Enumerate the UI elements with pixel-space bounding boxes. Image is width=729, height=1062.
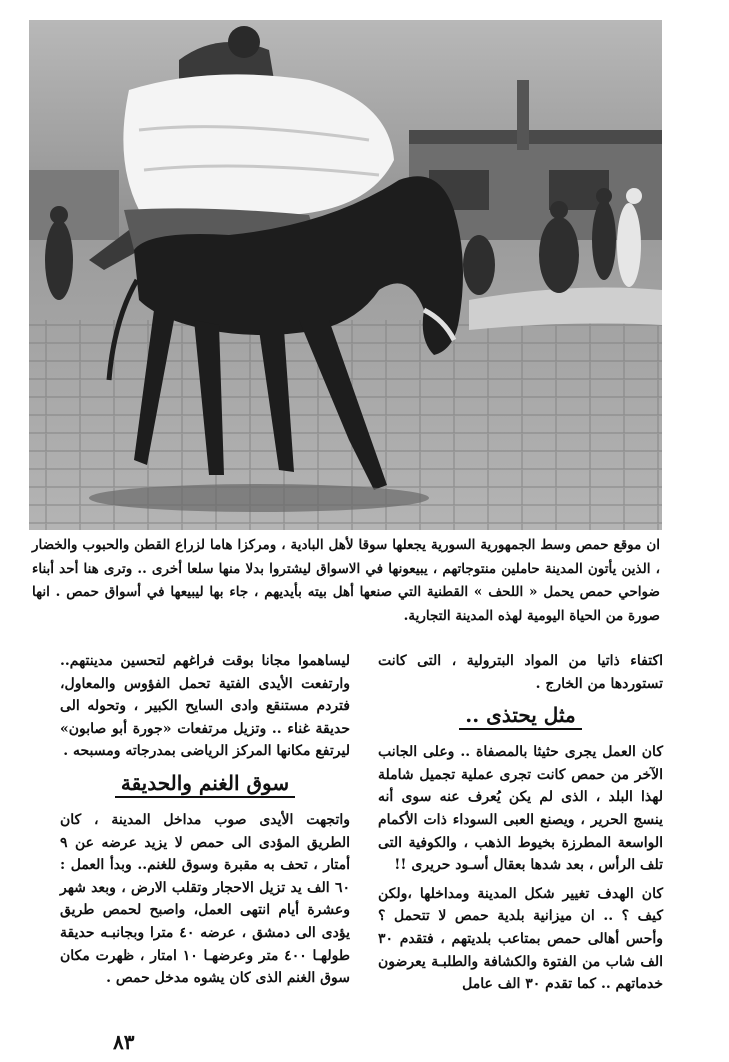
right-column: [378, 650, 663, 1002]
section-heading-sheep-market: [60, 769, 350, 797]
left-column-intro: ليساهموا مجانا بوقت فراغهم لتحسين مدينتهم.. وارتفعت الأيدى الفتية تحمل الفؤوس والمعاول، فتردم مستنقع وادى السايح الكبير ، وتحوله الى حديقة غناء .. وتزيل مرتفعات «جورة أبو صابون» ليرتفع مكانها المركز الرياضى بمدرجاته ومسبحه .: [60, 653, 350, 760]
section-heading-sheep-market-text: سوق الغنم والحديقة: [115, 771, 295, 798]
paragraph: كان الهدف تغيير شكل المدينة ومداخلها ،ولكن كيف ؟ .. ان ميزانية بلدية حمص لا تتحمل ؟ وأحس أهالى حمص بمتاعب بلديتهم ، فتقدم ٣٠ الف شاب من الفتوة والكشافة والطلبـة يعرضون خدماتهم .. كما تقدم ٣٠ الف عامل: [378, 885, 663, 993]
page-number: ٨٣: [113, 1030, 135, 1054]
section-heading-model: [378, 701, 663, 729]
paragraph: واتجهت الأيدى صوب مداخل المدينة ، كان الطريق المؤدى الى حمص لا يزيد عرضه عن ٩ أمتار ، تحف به مقبرة وسوق للغنم.. وبدأ العمل : ٦٠ الف يد تزيل الاحجار وتقلب الارض ، وبعد شهر وعشرة أيام انتهى العمل، واصبح لحمص طريق يؤدى الى دمشق ، عرضه ٤٠ مترا وبجانبـه حديقة طولهـا ٤٠٠ متر وعرضهـا ١٠ امتار ، ظهرت مكان سوق الغنم الذى كان يشوه مدخل حمص .: [60, 811, 351, 987]
right-column-intro: اكتفاء ذاتيا من المواد البترولية ، التى كانت تستوردها من الخارج .: [378, 653, 663, 692]
paragraph: كان العمل يجرى حثيثا بالمصفاة .. وعلى الجانب الآخر من حمص كانت تجرى عملية تجميل شاملة لهذا البلد ، الذى لم يكن يُعرف عنه سوى أنه ينسج الحرير ، ويصنع العبى السوداء ذات الأكمام الواسعة المطرزة بخيوط الذهب ، والكوفية التى تلف الرأس ، بعد شدها بعقال أسـود حريرى !!: [378, 744, 663, 874]
left-column: [60, 650, 350, 996]
section-heading-model-text: مثل يحتذى ..: [459, 703, 581, 730]
market-photo: [29, 20, 662, 530]
photo-caption: ان موقع حمص وسط الجمهورية السورية يجعلها سوقا لأهل البادية ، ومركزا هاما لزراع القطن والحبوب والخضار ، الذين يأتون المدينة حاملين منتوجاتهم ، يبيعونها في الاسواق ليشتروا بدلا منها سلعا أخرى .. وترى هنا أحد أبناء ضواحي حمص يحمل « اللحف » القطنية التي صنعها أهل بيته بأيديهم ، جاء بها ليبيعها في أسواق حمص . انها صورة من الحياة اليومية لهذه المدينة التجارية.: [32, 537, 660, 624]
